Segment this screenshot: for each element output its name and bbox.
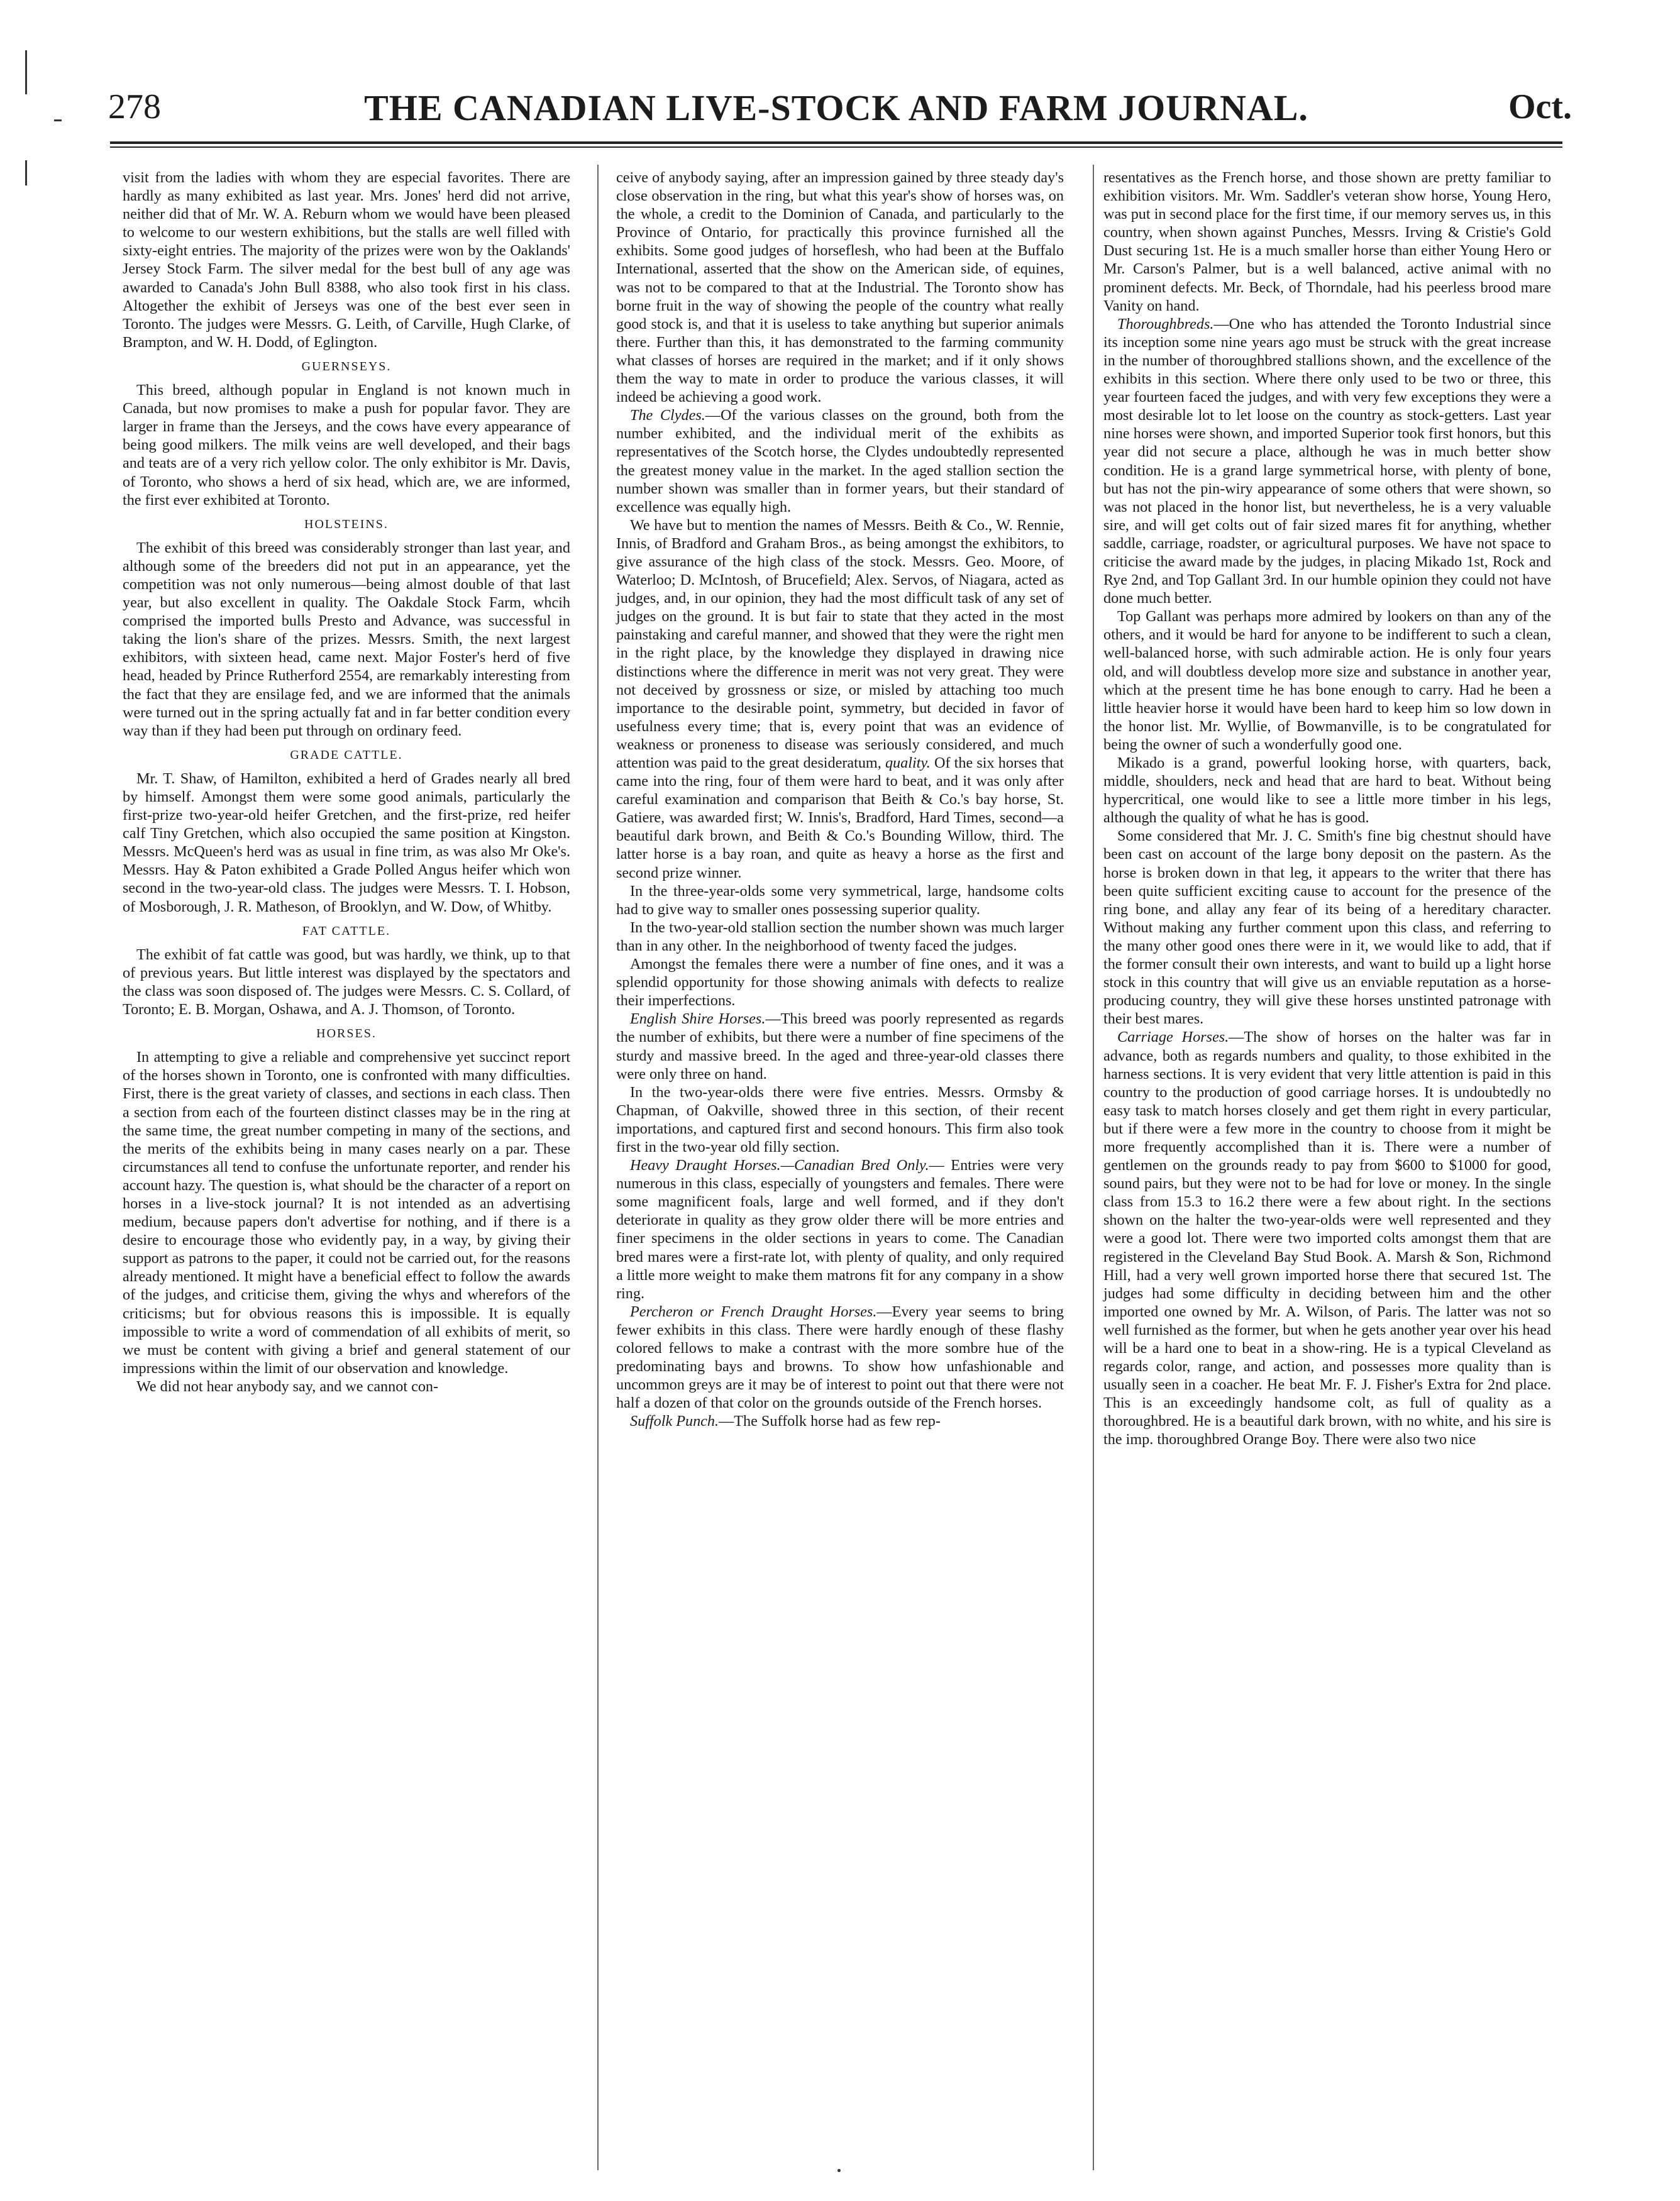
paragraph: Mikado is a grand, powerful looking horse, with quarters, back, middle, shoulders, neck and head that are hard to beat. Without being hypercritical, one would like to see a little more timber in his legs, although the quality of what he has is good. (1103, 754, 1551, 827)
paragraph-text: — Entries were very numerous in this class, especially of youngsters and females. There were some magnificent foals, large and well formed, and if they don't deteriorate in quality as they grow older there will be more entries and finer specimens in the older sections in years to come. The Canadian bred mares were a first-rate lot, with plenty of quality, and only required a little more weight to make them matrons fit for any company in a show ring. (616, 1157, 1064, 1302)
column-divider (597, 165, 599, 2170)
paragraph: resentatives as the French horse, and those shown are pretty familiar to exhibition visitors. Mr. Wm. Saddler's veteran show horse, Young Hero, was put in second place for the first time, if our memory serves us, in this country, when shown against Punches, Messrs. Irving & Cristie's Gold Dust securing 1st. He is a much smaller horse than either Young Hero or Mr. Carson's Palmer, but is a well balanced, active animal with no prominent defects. Mr. Beck, of Thorndale, had his peerless brood mare Vanity on hand. (1103, 169, 1551, 314)
column-1 (123, 168, 570, 1396)
paragraph (616, 1412, 1064, 1430)
paragraph-text: —Every year seems to bring fewer exhibits in this class. There were hardly enough of these flashy colored fellows to make a contrast with the more sombre hue of the predominating bays and browns. To show how unfashionable and uncommon greys are it may be of interest to point out that there were not half a dozen of that color on the grounds outside of the French horses. (616, 1303, 1064, 1412)
column-3 (1103, 168, 1551, 1449)
run-in-heading: Percheron or French Draught Horses. (630, 1303, 877, 1320)
paragraph: Amongst the females there were a number of fine ones, and it was a splendid opportunity for those showing animals with defects to realize their imperfections. (616, 956, 1064, 1010)
print-speck (837, 2169, 841, 2172)
paragraph: In attempting to give a reliable and comprehensive yet succinct report of the horses shown in Toronto, one is confronted with many difficulties. First, there is the great variety of classes, and sections in each class. Then a section from each of the fourteen distinct classes may be in the ring at the same time, the great number competing in many of the sections, and the merits of the exhibits being in many cases nearly on a par. These circumstances all tend to confuse the unfortunate reporter, and render his account hazy. The question is, what should be the character of a report on horses in a live-stock journal? It is not intended as an advertising medium, because papers don't advertise for nothing, and if there is a desire to encourage those who evidently pay, in a way, by giving their support as patrons to the paper, it could not be carried out, for the reasons already mentioned. It might have a beneficial effect to follow the awards of the judges, and criticise them, giving the whys and wherefors of the criticisms; but for obvious reasons this is impossible. It is equally impossible to write a word of commendation of all exhibits of merit, so we must be content with giving a brief and general statement of our impressions within the limit of our observation and knowledge. (123, 1049, 570, 1377)
paragraph-text: —Of the various classes on the ground, both from the number exhibited, and the individual merit of the exhibits as representatives of the Scotch horse, the Clydes undoubtedly represented the greatest money value in the market. In the aged stallion section the number shown was smaller than in former years, but their standard of excellence was equally high. (616, 407, 1064, 516)
run-in-heading: Suffolk Punch. (630, 1413, 719, 1430)
paragraph-text: —The Suffolk horse had as few rep- (719, 1413, 941, 1430)
section-heading: GRADE CATTLE. (290, 747, 403, 762)
run-in-heading: English Shire Horses. (630, 1010, 766, 1028)
paragraph: We did not hear anybody say, and we cannot con- (136, 1377, 439, 1395)
paragraph: The exhibit of fat cattle was good, but was hardly, we think, up to that of previous years. But little interest was displayed by the spectators and the class was soon disposed of. The judges were Messrs. C. S. Collard, of Toronto; E. B. Morgan, Oshawa, and A. J. Thomson, of Toronto. (123, 946, 570, 1018)
paragraph: Top Gallant was perhaps more admired by lookers on than any of the others, and it would be hard for anyone to be indifferent to such a clean, well-balanced horse, with such admirable action. He is only four years old, and will doubtless develop more size and substance in another year, which at the present time he has bone enough to carry. Had he been a little heavier horse it would have been hard to keep him so low down in the honor list. Mr. Wyllie, of Bowmanville, is to be congratulated for being the owner of such a wonderfully good one. (1103, 608, 1551, 753)
paragraph (616, 1010, 1064, 1083)
run-in-heading: Heavy Draught Horses.—Canadian Bred Only. (630, 1157, 929, 1174)
paragraph: In the three-year-olds some very symmetrical, large, handsome colts had to give way to smaller ones possessing superior quality. (616, 882, 1064, 918)
section-heading: FAT CATTLE. (302, 924, 391, 938)
column-divider (1093, 165, 1094, 2170)
paragraph: Some considered that Mr. J. C. Smith's fine big chestnut should have been cast on account of the large bony deposit on the pastern. As the horse is broken down in that leg, it appears to the writer that there has been quite sufficient exciting cause to account for the presence of the ring bone, and allay any fear of its being of a hereditary character. Without making any further comment upon this class, and referring to the many other good ones there were in it, we would like to add, that if the former consult their own interests, and want to build up a light horse stock in this country that will give us an enviable reputation as a horse-producing country, they will give these horses unstinted patronage with their best mares. (1103, 827, 1551, 1028)
paragraph (616, 406, 1064, 516)
paragraph: visit from the ladies with whom they are especial favorites. There are hardly as many exhibited as last year. Mrs. Jones' herd did not arrive, neither did that of Mr. W. A. Reburn whom we would have been pleased to welcome to our western exhibitions, but the stalls are well filled with sixty-eight entries. The majority of the prizes were won by the Oaklands' Jersey Stock Farm. The silver medal for the best bull of any age was awarded to Canada's John Bull 8388, who also took first in his class. Altogether the exhibit of Jerseys was one of the best ever seen in Toronto. The judges were Messrs. G. Leith, of Carville, Hugh Clarke, of Brampton, and W. H. Dodd, of Eglington. (123, 169, 570, 351)
paragraph (616, 1156, 1064, 1303)
paragraph-text: —The show of horses on the halter was far in advance, both as regards numbers and quality, to those exhibited in the harness sections. It is very evident that very little attention is paid in this country to the production of good carriage horses. It is undoubtedly no easy task to match horses closely and get them right in every particular, but if there were a few more in the country to choose from it might be more frequently accomplished than it is. There were a number of gentlemen on the grounds ready to pay from $600 to $1000 for good, sound pairs, but they were not to be had for love or money. In the single class from 15.3 to 16.2 there were a few about right. In the sections shown on the halter the two-year-olds were well represented and they were a good lot. There were two imported colts amongst them that are registered in the Cleveland Bay Stud Book. A. Marsh & Son, Richmond Hill, had a very well grown imported horse there that secured 1st. The judges had some difficulty in deciding between him and the other imported one owned by Mr. A. Wilson, of Paris. The latter was not so well furnished as the former, but when he gets another year over his head will be a hard one to beat in a show-ring. He is a typical Cleveland as regards color, range, and action, and possesses more quality than is usually seen in a coacher. He beat Mr. F. J. Fisher's Extra for 2nd place. This is an exceedingly handsome colt, as full of quality as a thoroughbred. He is a beautiful dark brown, with no white, and his sire is the imp. thoroughbred Orange Boy. There were also two nice (1103, 1029, 1551, 1448)
paragraph: The exhibit of this breed was considerably stronger than last year, and although some of the breeders did not put in an appearance, yet the competition was not only numerous—being almost double of that last year, but also excellent in quality. The Oakdale Stock Farm, whcih comprised the imported bulls Presto and Advance, was successful in taking the lion's share of the prizes. Messrs. Smith, the next largest exhibitors, with sixteen head, came next. Major Foster's herd of five head, headed by Prince Rutherford 2554, are remarkably interesting from the fact that they are ensilage fed, and we are informed that the animals were turned out in the spring actually fat and in far better condition every way than if they had been put through on ordinary feed. (123, 539, 570, 739)
header-rule (110, 141, 1562, 144)
section-heading: GUERNSEYS. (301, 359, 392, 373)
journal-title: THE CANADIAN LIVE-STOCK AND FARM JOURNAL. (364, 87, 1308, 128)
paragraph-text: We have but to mention the names of Messrs. Beith & Co., W. Rennie, Innis, of Bradford and Graham Bros., as being amongst the exhibitors, to give assurance of the high class of the stock. Messrs. Geo. Moore, of Waterloo; D. McIntosh, of Brucefield; Alex. Servos, of Niagara, acted as judges, and, in our opinion, they had the most difficult task of any set of judges on the ground. It is but fair to state that they acted in the most painstaking and careful manner, and showed that they were the right men in the right place, by the knowledge they displayed in drawing nice distinctions where the difference in merit was not very great. They were not deceived by grossness or size, or misled by attaching too much importance to the desirable point, symmetry, but decided in favor of usefulness every time; that is, every point that was an evidence of weakness or proneness to disease was seriously considered, and much attention was paid to the great desideratum, (616, 516, 1064, 771)
margin-mark (25, 50, 27, 94)
paragraph: In the two-year-old stallion section the number shown was much larger than in any other. In the neighborhood of twenty faced the judges. (616, 918, 1064, 954)
paragraph: Mr. T. Shaw, of Hamilton, exhibited a herd of Grades nearly all bred by himself. Amongst them were some good animals, particularly the first-prize two-year-old heifer Gretchen, and the first-prize, red heifer calf Tiny Gretchen, which also occupied the same position at Kingston. Messrs. McQueen's herd was as usual in fine trim, as was also Mr Oke's. Messrs. Hay & Paton exhibited a Grade Polled Angus heifer which won second in the two-year-old class. The judges were Messrs. T. I. Hobson, of Mosborough, J. R. Matheson, of Brooklyn, and W. Dow, of Whitby. (123, 770, 570, 915)
paragraph (1103, 1028, 1551, 1448)
page-header (101, 87, 1572, 137)
page-number: 278 (108, 87, 161, 126)
emphasis: quality. (885, 754, 931, 771)
paragraph: This breed, although popular in England is not known much in Canada, but now promises to make a push for popular favor. They are larger in frame than the Jerseys, and the cows have every appearance of being good milkers. The milk veins are well developed, and their bags and teats are of a very rich yellow color. The only exhibitor is Mr. Davis, of Toronto, who shows a herd of six head, which are, we are informed, the first ever exhibited at Toronto. (123, 382, 570, 509)
run-in-heading: Thoroughbreds. (1117, 315, 1214, 333)
run-in-heading: Carriage Horses. (1117, 1029, 1229, 1046)
header-rule (110, 146, 1562, 148)
column-2 (616, 168, 1064, 1430)
paragraph (616, 1303, 1064, 1413)
margin-mark (54, 119, 62, 121)
paragraph (1103, 315, 1551, 608)
paragraph: In the two-year-olds there were five entries. Messrs. Ormsby & Chapman, of Oakville, showed three in this section, of their recent importations, and captured first and second honours. This firm also took first in the two-year old filly section. (616, 1083, 1064, 1156)
run-in-heading: The Clydes. (630, 407, 705, 424)
paragraph-text: —One who has attended the Toronto Industrial since its inception some nine years ago must be struck with the great increase in the number of thoroughbred stallions shown, and the excellence of the exhibits in this section. Where there only used to be two or three, this year fourteen faced the judges, and with very few exceptions they were a most desirable lot to let loose on the country as stock-getters. Last year nine horses were shown, and imported Superior took first honors, but this year did not secure a place, although he was in much better show condition. He is a grand large symmetrical horse, with plenty of bone, but has not the pin-wiry appearance of some others that were shown, so was not placed in the honor list, but nevertheless, he is a very valuable sire, and will get colts out of fair sized mares fit for anything, whether saddle, carriage, roadster, or agricultural purposes. We have not space to criticise the award made by the judges, in placing Mikado 1st, Rock and Rye 2nd, and Top Gallant 3rd. In our humble opinion they could not have done much better. (1103, 315, 1551, 607)
section-heading: HOLSTEINS. (304, 517, 389, 531)
paragraph-text: Of the six horses that came into the ring, four of them were hard to beat, and it was only after careful examination and comparison that Beith & Co.'s bay horse, St. Gatiere, was awarded first; W. Innis's, Bradford, Hard Times, second—a beautiful dark brown, and Beith & Co.'s Bounding Willow, third. The latter horse is a bay roan, and quite as heavy a horse as the first and second prize winner. (616, 754, 1064, 881)
section-heading: HORSES. (316, 1027, 377, 1041)
paragraph: ceive of anybody saying, after an impression gained by three steady day's close observation in the ring, but what this year's show of horses was, on the whole, a credit to the Dominion of Canada, and particularly to the Province of Ontario, for practically this province furnished all the exhibits. Some good judges of horseflesh, who had been at the Buffalo International, asserted that the show on the American side, of equines, was not to be compared to that at the Industrial. The Toronto show has borne fruit in the way of showing the people of the country what really good stock is, and that it is useless to take anything but superior animals there. Further than this, it has demonstrated to the farming community what classes of horses are required in the market; and if it only shows them the way to mate in order to produce the various classes, it will indeed be achieving a good work. (616, 169, 1064, 406)
issue-month: Oct. (1508, 87, 1572, 126)
margin-mark (25, 160, 27, 185)
paragraph-text: —This breed was poorly represented as regards the number of exhibits, but there were a number of fine specimens of the sturdy and massive breed. In the aged and three-year-old classes there were only three on hand. (616, 1010, 1064, 1083)
paragraph (616, 516, 1064, 882)
